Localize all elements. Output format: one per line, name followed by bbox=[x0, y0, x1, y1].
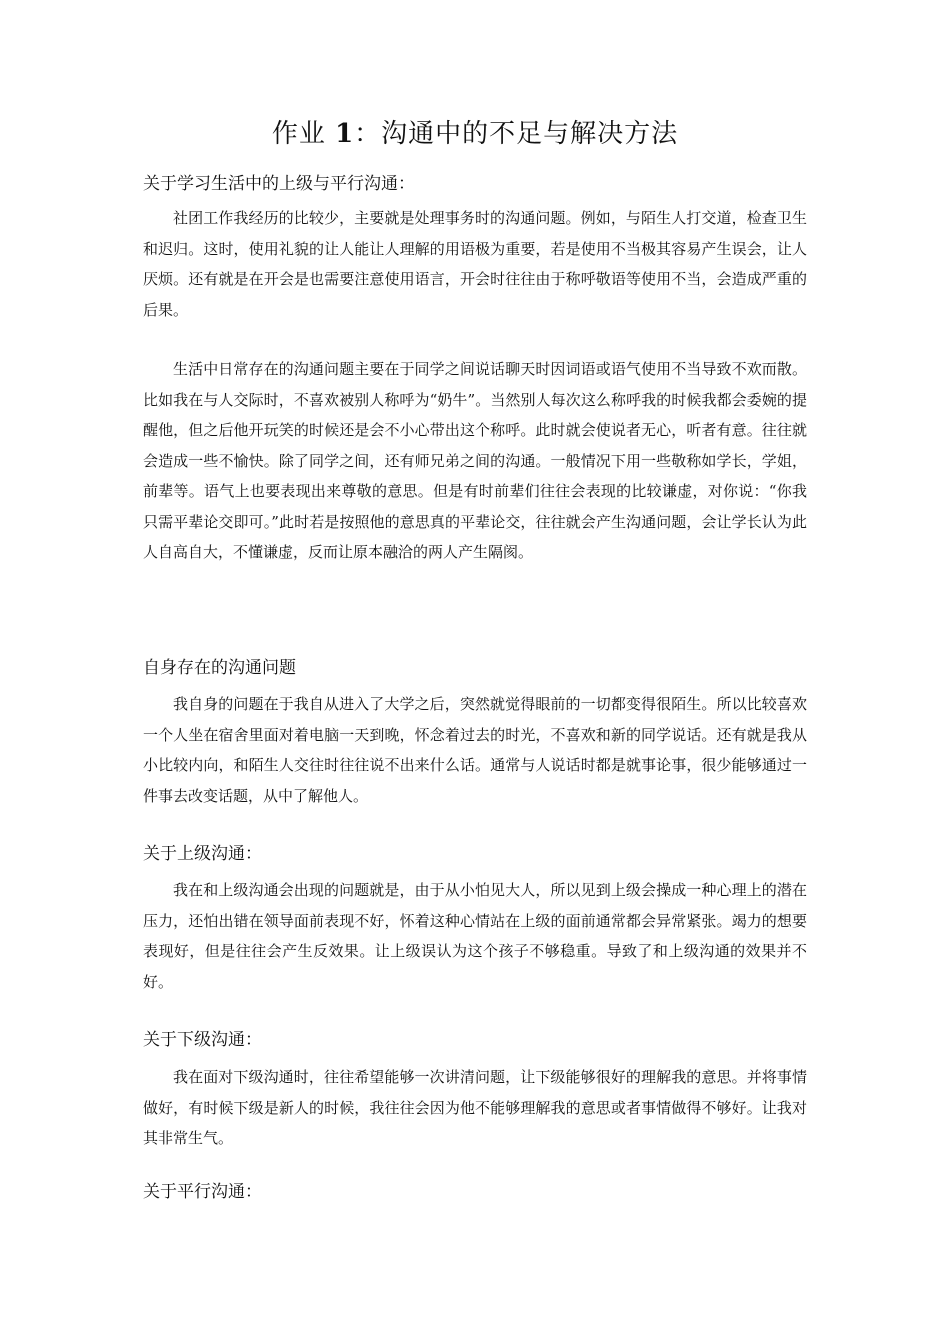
paragraph-self-issues: 我自身的问题在于我自从进入了大学之后，突然就觉得眼前的一切都变得很陌生。所以比较喜欢一个人坐在宿舍里面对着电脑一天到晚，怀念着过去的时光，不喜欢和新的同学说话。还有就是我从小比较内向，和陌生人交往时往往说不出来什么话。通常与人说话时都是就事论事，很少能够通过一件事去改变话题，从中了解他人。 bbox=[143, 695, 807, 805]
section-heading-subordinate: 关于下级沟通： bbox=[143, 1030, 262, 1050]
section-heading-self-issues: 自身存在的沟通问题 bbox=[143, 658, 296, 678]
paragraph-subordinate: 我在面对下级沟通时，往往希望能够一次讲清问题，让下级能够很好的理解我的意思。并将事情做好，有时候下级是新人的时候，我往往会因为他不能够理解我的意思或者事情做得不够好。让我对其非常生气。 bbox=[143, 1068, 807, 1147]
title-rest: ：沟通中的不足与解决方法 bbox=[354, 119, 679, 149]
paragraph-superior: 我在和上级沟通会出现的问题就是，由于从小怕见大人，所以见到上级会操成一种心理上的潜在压力，还怕出错在领导面前表现不好，怀着这种心情站在上级的面前通常都会异常紧张。竭力的想要表现好，但是往往会产生反效果。让上级误认为这个孩子不够稳重。导致了和上级沟通的效果并不好。 bbox=[143, 881, 807, 991]
section-heading-superior: 关于上级沟通： bbox=[143, 844, 262, 864]
paragraph-daily-communication: 生活中日常存在的沟通问题主要在于同学之间说话聊天时因词语或语气使用不当导致不欢而散。比如我在与人交际时，不喜欢被别人称呼为“奶牛”。当然别人每次这么称呼我的时候我都会委婉的提醒他，但之后他开玩笑的时候还是会不小心带出这个称呼。此时就会使说者无心，听者有意。往往就会造成一些不愉快。除了同学之间，还有师兄弟之间的沟通。一般情况下用一些敬称如学长，学姐，前辈等。语气上也要表现出来尊敬的意思。但是有时前辈们往往会表现的比较谦虚，对你说：“你我只需平辈论交即可。”此时若是按照他的意思真的平辈论交，往往就会产生沟通问题，会让学长认为此人自高自大，不懂谦虚，反而让原本融洽的两人产生隔阂。 bbox=[143, 360, 807, 561]
section-heading-peer: 关于平行沟通： bbox=[143, 1182, 262, 1202]
paragraph-club-work: 社团工作我经历的比较少，主要就是处理事务时的沟通问题。例如，与陌生人打交道，检查卫生和迟归。这时，使用礼貌的让人能让人理解的用语极为重要，若是使用不当极其容易产生误会，让人厌烦。还有就是在开会是也需要注意使用语言，开会时往往由于称呼敬语等使用不当，会造成严重的后果。 bbox=[143, 209, 807, 319]
title-number: 1 bbox=[335, 119, 355, 149]
section-heading-study-life: 关于学习生活中的上级与平行沟通： bbox=[143, 174, 415, 194]
document-title bbox=[0, 116, 950, 152]
title-prefix: 作业 bbox=[271, 119, 336, 149]
